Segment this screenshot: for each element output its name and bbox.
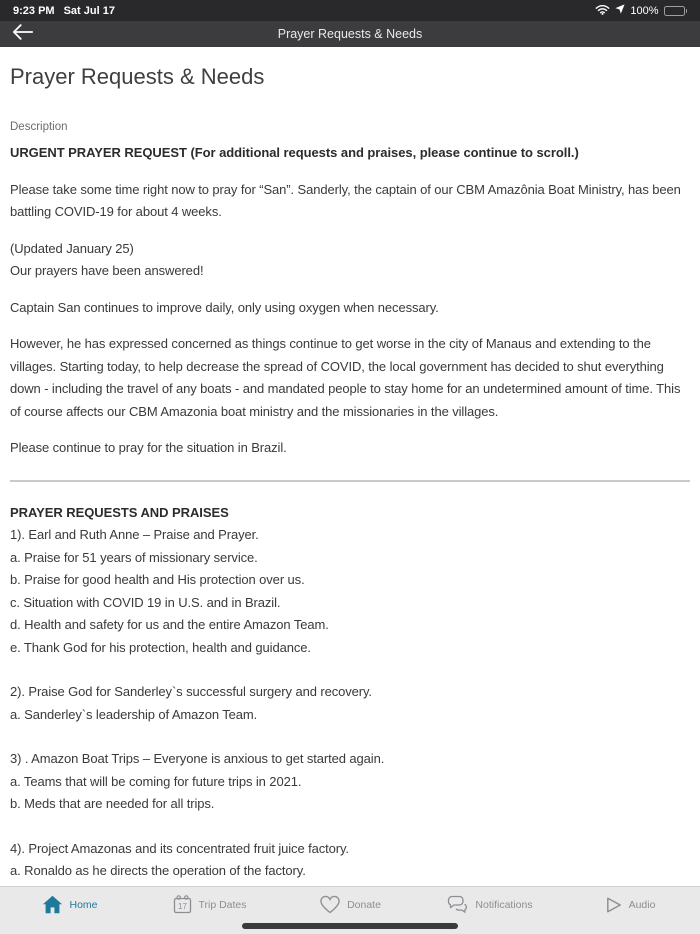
svg-text:17: 17 [178, 902, 188, 911]
home-icon [42, 895, 63, 914]
description-paragraph: URGENT PRAYER REQUEST (For additional requests and praises, please continue to scroll.) [10, 145, 579, 160]
description-paragraph: a. Teams that will be coming for future trips in 2021. [10, 773, 302, 789]
tab-home[interactable] [0, 887, 140, 934]
nav-title: Prayer Requests & Needs [277, 27, 423, 41]
description-paragraph: (Updated January 25) [10, 240, 134, 256]
description-paragraph: 1). Earl and Ruth Anne – Praise and Prayer. [10, 527, 259, 542]
wifi-icon [595, 4, 610, 18]
chat-bubbles-icon [447, 895, 469, 914]
nav-bar [0, 21, 700, 47]
description-paragraph: e. Thank God for his protection, health and guidance. [10, 639, 311, 655]
tab-label: Home [69, 898, 98, 911]
description-paragraph: 3) . Amazon Boat Trips – Everyone is anxious to get started again. [10, 751, 385, 766]
content-area[interactable] [0, 47, 700, 886]
battery-percent: 100% [630, 4, 659, 17]
description-paragraph: Please continue to pray for the situation in Brazil. [10, 440, 287, 455]
description-paragraph: Our prayers have been answered! [10, 263, 204, 278]
description-paragraph: Captain San continues to improve daily, only using oxygen when necessary. [10, 299, 439, 315]
description-paragraph: c. Situation with COVID 19 in U.S. and in Brazil. [10, 594, 281, 610]
description-paragraph: a. Ronaldo as he directs the operation of the factory. [10, 863, 306, 878]
description-paragraph: b. Meds that are needed for all trips. [10, 796, 215, 811]
battery-icon [664, 6, 688, 16]
description-text [10, 142, 690, 928]
page-title: Prayer Requests & Needs [10, 64, 265, 89]
description-paragraph: 4). Project Amazonas and its concentrated fruit juice factory. [10, 840, 349, 856]
description-paragraph: a. Sanderley`s leadership of Amazon Team. [10, 706, 258, 722]
tab-label: Trip Dates [198, 898, 247, 911]
play-icon [605, 896, 623, 914]
tab-audio[interactable] [560, 887, 700, 934]
description-paragraph: However, he has expressed concerned as things continue to get worse in the city of Manaus and extending to the villages. Starting today, to help decrease the spread of COVID, the local government has decided to shut everything down - including the travel of any boats - and mandated people to stay home for an undetermined amount of time. This of course affects our CBM Amazonia boat ministry and the missionaries in the villages. [10, 336, 681, 419]
tab-label: Audio [628, 898, 656, 911]
calendar-icon [173, 895, 192, 914]
home-indicator[interactable] [242, 923, 458, 929]
status-date: Sat Jul 17 [63, 4, 115, 17]
description-label: Description [10, 121, 68, 133]
description-paragraph: PRAYER REQUESTS AND PRAISES [10, 504, 229, 520]
description-paragraph: d. Health and safety for us and the entire Amazon Team. [10, 617, 329, 632]
status-bar [0, 0, 700, 21]
heart-icon [319, 895, 341, 914]
section-divider [10, 480, 690, 482]
location-arrow-icon [615, 4, 625, 17]
description-paragraph: b. Praise for good health and His protection over us. [10, 572, 305, 587]
description-paragraph: a. Praise for 51 years of missionary service. [10, 549, 258, 565]
description-paragraph: Please take some time right now to pray for “San”. Sanderly, the captain of our CBM Amazônia Boat Ministry, has been battling COVID-19 for about 4 weeks. [10, 181, 681, 219]
status-time: 9:23 PM [13, 4, 55, 17]
tab-label: Donate [347, 898, 381, 911]
tab-label: Notifications [475, 898, 533, 911]
description-paragraph: 2). Praise God for Sanderley`s successful surgery and recovery. [10, 684, 372, 699]
